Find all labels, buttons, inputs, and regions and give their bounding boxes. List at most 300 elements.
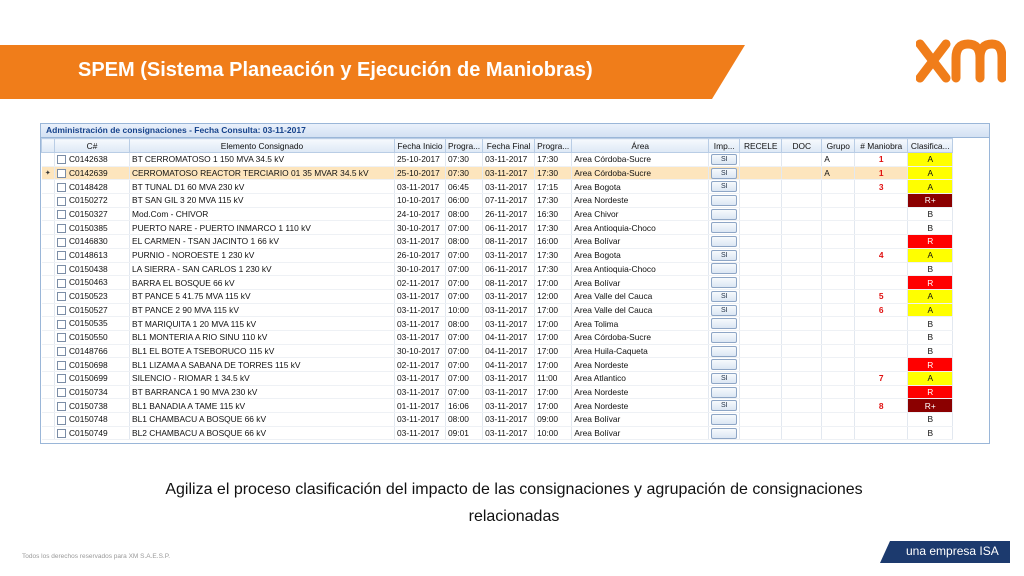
cell-id xyxy=(55,289,130,303)
cell-end-time: 17:00 xyxy=(535,317,572,331)
cell-start-date: 03-11-2017 xyxy=(395,426,446,440)
cell-id xyxy=(55,153,130,167)
cell-start-date: 30-10-2017 xyxy=(395,262,446,276)
cell-impact xyxy=(709,262,740,276)
cell-doc xyxy=(782,399,822,413)
cell-start-date: 25-10-2017 xyxy=(395,166,446,180)
tagline-text: una empresa ISA xyxy=(906,544,999,558)
cell-end-date: 04-11-2017 xyxy=(483,358,535,372)
impact-button[interactable] xyxy=(711,222,737,233)
cell-group xyxy=(822,344,855,358)
row-selector[interactable] xyxy=(42,194,55,208)
cell-area: Area Nordeste xyxy=(572,194,709,208)
cell-area: Area Chivor xyxy=(572,207,709,221)
cell-impact xyxy=(709,303,740,317)
impact-button[interactable] xyxy=(711,359,737,370)
consignacion-id: C0150438 xyxy=(69,263,108,274)
table-row[interactable] xyxy=(42,426,953,440)
consignacion-id: C0150550 xyxy=(69,332,108,343)
row-selector[interactable] xyxy=(42,207,55,221)
cell-end-date: 08-11-2017 xyxy=(483,235,535,249)
row-selector[interactable] xyxy=(42,276,55,290)
cell-maniobra xyxy=(855,330,908,344)
cell-group xyxy=(822,248,855,262)
cell-impact xyxy=(709,385,740,399)
cell-doc xyxy=(782,372,822,386)
cell-recele xyxy=(740,358,782,372)
cell-start-time: 08:00 xyxy=(446,317,483,331)
consignacion-id: C0150748 xyxy=(69,414,108,425)
cell-maniobra xyxy=(855,385,908,399)
cell-classification: B xyxy=(908,262,953,276)
cell-start-time: 07:30 xyxy=(446,166,483,180)
row-selector[interactable] xyxy=(42,317,55,331)
row-checkbox[interactable] xyxy=(57,347,66,356)
cell-end-date: 26-11-2017 xyxy=(483,207,535,221)
table-row[interactable] xyxy=(42,344,953,358)
table-row[interactable] xyxy=(42,385,953,399)
column-header-impact[interactable]: Imp... xyxy=(709,139,740,153)
cell-start-date: 02-11-2017 xyxy=(395,276,446,290)
impact-button[interactable] xyxy=(711,195,737,206)
cell-start-date: 03-11-2017 xyxy=(395,317,446,331)
table-row[interactable] xyxy=(42,194,953,208)
consignacion-id: C0148613 xyxy=(69,250,108,261)
cell-maniobra xyxy=(855,221,908,235)
cell-group xyxy=(822,194,855,208)
isa-tagline xyxy=(880,541,1010,563)
row-selector[interactable] xyxy=(42,235,55,249)
cell-end-time: 17:30 xyxy=(535,194,572,208)
cell-start-date: 30-10-2017 xyxy=(395,344,446,358)
column-header-end-time[interactable]: Progra... xyxy=(535,139,572,153)
cell-element: BARRA EL BOSQUE 66 kV xyxy=(130,276,395,290)
cell-end-date: 03-11-2017 xyxy=(483,153,535,167)
cell-id xyxy=(55,413,130,427)
cell-impact xyxy=(709,413,740,427)
cell-end-date: 03-11-2017 xyxy=(483,426,535,440)
cell-classification: B xyxy=(908,221,953,235)
row-selector[interactable] xyxy=(42,221,55,235)
cell-start-date: 02-11-2017 xyxy=(395,358,446,372)
cell-end-date: 03-11-2017 xyxy=(483,303,535,317)
cell-recele xyxy=(740,248,782,262)
row-checkbox[interactable] xyxy=(57,388,66,397)
impact-button[interactable] xyxy=(711,209,737,220)
cell-id xyxy=(55,317,130,331)
cell-classification: A xyxy=(908,248,953,262)
cell-doc xyxy=(782,221,822,235)
column-header-end-date[interactable]: Fecha Final xyxy=(483,139,535,153)
cell-maniobra xyxy=(855,235,908,249)
copyright-text: Todos los derechos reservados para XM S.A.E.S.P. xyxy=(22,553,171,560)
column-header-selector xyxy=(42,139,55,153)
impact-button[interactable]: SI xyxy=(711,373,737,384)
cell-area: Area Córdoba-Sucre xyxy=(572,153,709,167)
cell-element: EL CARMEN - TSAN JACINTO 1 66 kV xyxy=(130,235,395,249)
row-checkbox[interactable] xyxy=(57,292,66,301)
consignacion-id: C0148766 xyxy=(69,345,108,356)
table-row[interactable] xyxy=(42,276,953,290)
cell-doc xyxy=(782,166,822,180)
cell-start-date: 03-11-2017 xyxy=(395,330,446,344)
consignacion-id: C0150734 xyxy=(69,386,108,397)
cell-classification: A xyxy=(908,303,953,317)
impact-button[interactable] xyxy=(711,236,737,247)
consignacion-id: C0148428 xyxy=(69,181,108,192)
cell-start-time: 07:00 xyxy=(446,262,483,276)
cell-impact xyxy=(709,358,740,372)
cell-area: Area Valle del Cauca xyxy=(572,303,709,317)
table-row[interactable] xyxy=(42,358,953,372)
row-checkbox[interactable] xyxy=(57,416,66,425)
cell-impact xyxy=(709,153,740,167)
cell-group xyxy=(822,276,855,290)
cell-id xyxy=(55,221,130,235)
cell-end-time: 16:30 xyxy=(535,207,572,221)
column-header-group[interactable]: Grupo xyxy=(822,139,855,153)
cell-start-time: 09:01 xyxy=(446,426,483,440)
cell-element: BT PANCE 5 41.75 MVA 115 kV xyxy=(130,289,395,303)
row-selector[interactable]: ✦ xyxy=(42,166,55,180)
table-row[interactable] xyxy=(42,180,953,194)
cell-group xyxy=(822,221,855,235)
cell-element: Mod.Com - CHIVOR xyxy=(130,207,395,221)
row-checkbox[interactable] xyxy=(57,402,66,411)
cell-end-date: 03-11-2017 xyxy=(483,413,535,427)
impact-button[interactable] xyxy=(711,332,737,343)
cell-group xyxy=(822,289,855,303)
consignacion-id: C0142638 xyxy=(69,154,108,165)
cell-maniobra xyxy=(855,413,908,427)
cell-start-time: 07:00 xyxy=(446,358,483,372)
table-row[interactable] xyxy=(42,372,953,386)
cell-recele xyxy=(740,399,782,413)
cell-maniobra xyxy=(855,262,908,276)
cell-doc xyxy=(782,289,822,303)
impact-button[interactable] xyxy=(711,428,737,439)
row-selector[interactable] xyxy=(42,385,55,399)
consignacion-id: C0150738 xyxy=(69,400,108,411)
cell-start-date: 03-11-2017 xyxy=(395,235,446,249)
row-checkbox[interactable] xyxy=(57,238,66,247)
cell-end-time: 17:00 xyxy=(535,303,572,317)
cell-recele xyxy=(740,317,782,331)
column-header-area[interactable]: Área xyxy=(572,139,709,153)
row-selector[interactable] xyxy=(42,262,55,276)
cell-impact xyxy=(709,426,740,440)
impact-button[interactable]: SI xyxy=(711,181,737,192)
cell-doc xyxy=(782,317,822,331)
table-row[interactable] xyxy=(42,330,953,344)
cell-area: Area Tolima xyxy=(572,317,709,331)
cell-recele xyxy=(740,207,782,221)
cell-end-time: 17:15 xyxy=(535,180,572,194)
cell-group xyxy=(822,399,855,413)
cell-start-date: 03-11-2017 xyxy=(395,372,446,386)
cell-recele xyxy=(740,194,782,208)
row-selector[interactable] xyxy=(42,330,55,344)
table-row[interactable] xyxy=(42,399,953,413)
cell-end-time: 17:30 xyxy=(535,221,572,235)
cell-start-time: 08:00 xyxy=(446,413,483,427)
table-row[interactable] xyxy=(42,248,953,262)
row-checkbox[interactable] xyxy=(57,361,66,370)
cell-id xyxy=(55,330,130,344)
cell-element: BL1 CHAMBACU A BOSQUE 66 kV xyxy=(130,413,395,427)
cell-doc xyxy=(782,413,822,427)
cell-maniobra: 1 xyxy=(855,166,908,180)
cell-id xyxy=(55,399,130,413)
cell-maniobra: 5 xyxy=(855,289,908,303)
column-header-doc[interactable]: DOC xyxy=(782,139,822,153)
column-header-start-time[interactable]: Progra... xyxy=(446,139,483,153)
row-selector[interactable] xyxy=(42,426,55,440)
impact-button[interactable]: SI xyxy=(711,154,737,165)
cell-classification: R xyxy=(908,358,953,372)
cell-id xyxy=(55,303,130,317)
cell-group xyxy=(822,358,855,372)
cell-end-time: 10:00 xyxy=(535,426,572,440)
cell-group xyxy=(822,235,855,249)
cell-id xyxy=(55,358,130,372)
consignacion-id: C0150463 xyxy=(69,277,108,288)
impact-button[interactable]: SI xyxy=(711,168,737,179)
cell-doc xyxy=(782,358,822,372)
row-checkbox[interactable] xyxy=(57,306,66,315)
consignaciones-grid xyxy=(40,123,990,444)
cell-maniobra: 3 xyxy=(855,180,908,194)
impact-button[interactable]: SI xyxy=(711,400,737,411)
row-checkbox[interactable] xyxy=(57,183,66,192)
cell-impact xyxy=(709,166,740,180)
cell-impact xyxy=(709,399,740,413)
row-checkbox[interactable] xyxy=(57,251,66,260)
cell-element: BL1 LIZAMA A SABANA DE TORRES 115 kV xyxy=(130,358,395,372)
row-checkbox[interactable] xyxy=(57,224,66,233)
cell-element: BL1 MONTERIA A RIO SINU 110 kV xyxy=(130,330,395,344)
row-checkbox[interactable] xyxy=(57,429,66,438)
impact-button[interactable] xyxy=(711,263,737,274)
cell-area: Area Bogota xyxy=(572,248,709,262)
cell-end-time: 12:00 xyxy=(535,289,572,303)
cell-id xyxy=(55,248,130,262)
cell-doc xyxy=(782,330,822,344)
row-checkbox[interactable] xyxy=(57,197,66,206)
table-row[interactable] xyxy=(42,289,953,303)
cell-doc xyxy=(782,276,822,290)
table-row[interactable] xyxy=(42,153,953,167)
impact-button[interactable] xyxy=(711,346,737,357)
cell-id xyxy=(55,385,130,399)
column-header-element[interactable]: Elemento Consignado xyxy=(130,139,395,153)
row-selector[interactable] xyxy=(42,303,55,317)
row-checkbox[interactable] xyxy=(57,265,66,274)
cell-group xyxy=(822,303,855,317)
table-row[interactable] xyxy=(42,413,953,427)
cell-recele xyxy=(740,372,782,386)
row-selector[interactable] xyxy=(42,372,55,386)
row-selector[interactable] xyxy=(42,180,55,194)
column-header-id[interactable]: C# xyxy=(55,139,130,153)
cell-start-date: 03-11-2017 xyxy=(395,180,446,194)
cell-id xyxy=(55,194,130,208)
table-row[interactable] xyxy=(42,221,953,235)
impact-button[interactable] xyxy=(711,277,737,288)
row-selector[interactable] xyxy=(42,153,55,167)
cell-impact xyxy=(709,235,740,249)
impact-button[interactable]: SI xyxy=(711,250,737,261)
cell-group xyxy=(822,330,855,344)
cell-maniobra: 4 xyxy=(855,248,908,262)
cell-classification: R xyxy=(908,276,953,290)
cell-maniobra: 7 xyxy=(855,372,908,386)
cell-doc xyxy=(782,303,822,317)
cell-recele xyxy=(740,344,782,358)
cell-end-date: 03-11-2017 xyxy=(483,180,535,194)
consignaciones-table xyxy=(41,138,953,440)
cell-impact xyxy=(709,248,740,262)
cell-recele xyxy=(740,235,782,249)
row-checkbox[interactable] xyxy=(57,320,66,329)
row-checkbox[interactable] xyxy=(57,279,66,288)
table-row[interactable] xyxy=(42,317,953,331)
cell-impact xyxy=(709,289,740,303)
column-header-maniobra[interactable]: # Maniobra xyxy=(855,139,908,153)
consignacion-id: C0150535 xyxy=(69,318,108,329)
table-row[interactable] xyxy=(42,166,953,180)
cell-doc xyxy=(782,153,822,167)
consignacion-id: C0150523 xyxy=(69,291,108,302)
cell-element: PURNIO - NOROESTE 1 230 kV xyxy=(130,248,395,262)
cell-group xyxy=(822,413,855,427)
cell-element: PUERTO NARE - PUERTO INMARCO 1 110 kV xyxy=(130,221,395,235)
cell-area: Area Bogota xyxy=(572,180,709,194)
cell-end-date: 03-11-2017 xyxy=(483,289,535,303)
cell-start-date: 30-10-2017 xyxy=(395,221,446,235)
cell-element: BT CERROMATOSO 1 150 MVA 34.5 kV xyxy=(130,153,395,167)
table-row[interactable] xyxy=(42,235,953,249)
cell-impact xyxy=(709,207,740,221)
cell-start-time: 07:00 xyxy=(446,276,483,290)
cell-impact xyxy=(709,194,740,208)
table-row[interactable] xyxy=(42,262,953,276)
cell-recele xyxy=(740,166,782,180)
cell-start-time: 07:00 xyxy=(446,330,483,344)
cell-area: Area Antioquia-Choco xyxy=(572,221,709,235)
row-selector[interactable] xyxy=(42,248,55,262)
cell-area: Area Huila-Caqueta xyxy=(572,344,709,358)
cell-impact xyxy=(709,276,740,290)
cell-recele xyxy=(740,385,782,399)
row-checkbox[interactable] xyxy=(57,374,66,383)
cell-area: Area Nordeste xyxy=(572,358,709,372)
cell-start-date: 03-11-2017 xyxy=(395,289,446,303)
impact-button[interactable] xyxy=(711,414,737,425)
cell-end-date: 06-11-2017 xyxy=(483,262,535,276)
cell-id xyxy=(55,276,130,290)
impact-button[interactable] xyxy=(711,318,737,329)
row-checkbox[interactable] xyxy=(57,169,66,178)
cell-doc xyxy=(782,194,822,208)
cell-end-date: 03-11-2017 xyxy=(483,248,535,262)
cell-end-date: 03-11-2017 xyxy=(483,372,535,386)
cell-maniobra: 1 xyxy=(855,153,908,167)
cell-area: Area Atlantico xyxy=(572,372,709,386)
row-selector[interactable] xyxy=(42,413,55,427)
row-checkbox[interactable] xyxy=(57,210,66,219)
cell-recele xyxy=(740,330,782,344)
column-header-classification[interactable]: Clasifica... xyxy=(908,139,953,153)
cell-end-time: 17:30 xyxy=(535,262,572,276)
cell-classification: A xyxy=(908,166,953,180)
impact-button[interactable]: SI xyxy=(711,305,737,316)
cell-doc xyxy=(782,385,822,399)
cell-start-time: 07:00 xyxy=(446,248,483,262)
cell-area: Area Bolívar xyxy=(572,426,709,440)
table-row[interactable] xyxy=(42,207,953,221)
cell-start-date: 10-10-2017 xyxy=(395,194,446,208)
impact-button[interactable]: SI xyxy=(711,291,737,302)
cell-end-time: 17:00 xyxy=(535,399,572,413)
cell-end-date: 03-11-2017 xyxy=(483,399,535,413)
cell-end-time: 11:00 xyxy=(535,372,572,386)
cell-classification: A xyxy=(908,153,953,167)
cell-start-time: 06:45 xyxy=(446,180,483,194)
cell-classification: B xyxy=(908,413,953,427)
cell-end-time: 16:00 xyxy=(535,235,572,249)
cell-area: Area Córdoba-Sucre xyxy=(572,166,709,180)
cell-group: A xyxy=(822,153,855,167)
cell-end-date: 06-11-2017 xyxy=(483,221,535,235)
cell-recele xyxy=(740,276,782,290)
cell-end-time: 17:00 xyxy=(535,358,572,372)
row-checkbox[interactable] xyxy=(57,155,66,164)
cell-end-time: 17:00 xyxy=(535,344,572,358)
row-selector[interactable] xyxy=(42,344,55,358)
row-checkbox[interactable] xyxy=(57,333,66,342)
cell-classification: B xyxy=(908,426,953,440)
cell-impact xyxy=(709,344,740,358)
row-selector[interactable] xyxy=(42,358,55,372)
row-selector[interactable] xyxy=(42,399,55,413)
cell-element: BT MARIQUITA 1 20 MVA 115 kV xyxy=(130,317,395,331)
cell-area: Area Valle del Cauca xyxy=(572,289,709,303)
column-header-start-date[interactable]: Fecha Inicio xyxy=(395,139,446,153)
title-banner xyxy=(0,45,745,99)
cell-id xyxy=(55,235,130,249)
impact-button[interactable] xyxy=(711,387,737,398)
cell-area: Area Córdoba-Sucre xyxy=(572,330,709,344)
cell-classification: B xyxy=(908,317,953,331)
cell-id xyxy=(55,207,130,221)
cell-recele xyxy=(740,153,782,167)
table-row[interactable] xyxy=(42,303,953,317)
consignacion-id: C0150749 xyxy=(69,427,108,438)
cell-doc xyxy=(782,344,822,358)
cell-classification: R+ xyxy=(908,399,953,413)
cell-start-time: 08:00 xyxy=(446,207,483,221)
row-selector[interactable] xyxy=(42,289,55,303)
cell-group xyxy=(822,180,855,194)
consignacion-id: C0150698 xyxy=(69,359,108,370)
cell-end-time: 17:00 xyxy=(535,276,572,290)
cell-doc xyxy=(782,180,822,194)
cell-start-time: 07:00 xyxy=(446,385,483,399)
column-header-recele[interactable]: RECELE xyxy=(740,139,782,153)
cell-end-date: 08-11-2017 xyxy=(483,276,535,290)
cell-recele xyxy=(740,180,782,194)
